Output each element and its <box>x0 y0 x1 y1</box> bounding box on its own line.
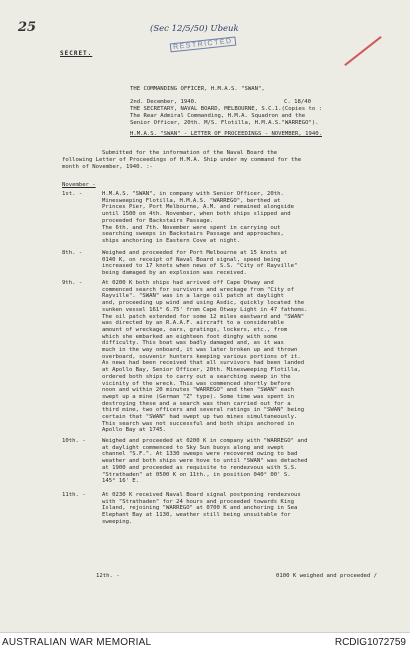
entry-date: 10th. - <box>62 438 86 444</box>
archive-footer <box>0 632 410 654</box>
restricted-stamp: RESTRICTED <box>170 37 236 53</box>
entry-text: Weighed and proceeded at 0200 K in company with "WARREGO" and at daylight commenced to Sky Sun buoys along and swept channel "S.F.". At 1330 sweeps were recovered owing to bad weather and both ships were hove to until "SWAN" was detached at 1900 and proceeded as requisite to rendezvous with S.S. "Strathaden" at 0500 K on 11th., in position 040° 00' S. 145° 16' E. <box>102 438 308 485</box>
entry-date: 11th. - <box>62 492 86 498</box>
archive-record-id: RCDIG1072759 <box>334 637 406 648</box>
entry-date: 1st. - <box>62 191 83 197</box>
entry-text: At 0200 K both ships had arrived off Cape Otway and commenced search for survivors and wreckage from "City of Rayville". "SWAN" was in a large oil patch at daylight and, proceeding up wind and using Asdic, quickly located the sunken vessel 161° 6.75' from Cape Otway Light in 47 fathoms. The oil patch extended for some 12 miles eastward and "SWAN" was directed by an R.A.A.F. aircraft to a considerable amount of wreckage, oars, gratings, lockers, etc., from which she embarked an eighteen foot dinghy with some difficulty. This boat was badly damaged and, as it was much in the way onboard, it was later broken up and thrown overboard, souvenir hunters keeping various portions of it. As news had been received that all survivors had been landed at Apollo Bay, Senior Officer, 20th. Minesweeping Flotilla, ordered both ships to carry out a searching sweep in the vicinity of the wreck. This was commenced shortly before noon and within 20 minutes "WARREGO" and then "SWAN" each swept up a mine (German "Z" type). Some time was spent in destroying these and a search was then carried out for a third mine, two officers and several ratings in "SWAN" being certain that "SWAN" had swept up two mines simultaneously. This search was not successful and both ships anchored in Apollo Bay at 1745. <box>102 280 308 434</box>
entry-text: 0100 K weighed and proceeded / <box>276 573 378 579</box>
commanding-officer-line: THE COMMANDING OFFICER, H.M.A.S. "SWAN", <box>130 86 265 92</box>
document-reference: C. 18/40 <box>284 99 311 105</box>
archive-name: AUSTRALIAN WAR MEMORIAL <box>2 637 152 648</box>
entry-text: Weighed and proceeded for Port Melbourne at 15 knots at 0140 K, on receipt of Naval Board signal, speed being increased to 17 knots when news of S.S. "City of Rayville" being damaged by an explosion was received. <box>102 250 298 277</box>
entry-date: 12th. - <box>96 573 120 579</box>
red-pencil-mark <box>344 36 381 66</box>
security-classification: SECRET. <box>60 50 93 57</box>
corner-handwritten-mark: 25 <box>18 20 37 35</box>
subject-line: H.M.A.S. "SWAN" - LETTER OF PROCEEDINGS - NOVEMBER, 1940. <box>130 131 322 137</box>
intro-line: Submitted for the information of the Naval Board the <box>102 150 278 156</box>
document-date: 2nd. December, 1940. <box>130 99 198 105</box>
handwritten-reference: (Sec 12/5/50) Ubeuk <box>150 24 239 34</box>
entry-text: H.M.A.S. "SWAN", in company with Senior Officer, 20th. Minesweeping Flotilla, H.M.A.S. "WARREGO", berthed at Princes Pier, Port Melbourne, A.M. and remained alongside until 1500 on 4th. November, when both ships slipped and proceeded for Backstairs Passage. The 6th. and 7th. November were spent in carrying out searching sweeps in Backstairs Passage and approaches, ships anchoring in Eastern Cove at night. <box>102 191 294 244</box>
entry-date: 8th. - <box>62 250 83 256</box>
entry-date: 9th. - <box>62 280 83 286</box>
addressee-line: Senior Officer, 20th. M/S. Flotilla, H.M.A.S."WARREGO"). <box>130 120 319 126</box>
intro-line: month of November, 1940. :- <box>62 164 153 170</box>
addressee-line: THE SECRETARY, NAVAL BOARD, MELBOURNE, S.C.1.(Copies to : <box>130 106 322 112</box>
month-heading: November - <box>62 182 96 188</box>
entry-text: At 0230 K received Naval Board signal postponing rendezvous with "Strathaden" for 24 hours and proceeded towards King Island, rejoining "WARREGO" at 0700 K and anchoring in Sea Elephant Bay at 1130, weather still being unsuitable for sweeping. <box>102 492 301 525</box>
intro-line: following Letter of Proceedings of H.M.A. Ship under my command for the <box>62 157 302 163</box>
addressee-line: The Rear Admiral Commanding, H.M.A. Squadron and the <box>130 113 306 119</box>
